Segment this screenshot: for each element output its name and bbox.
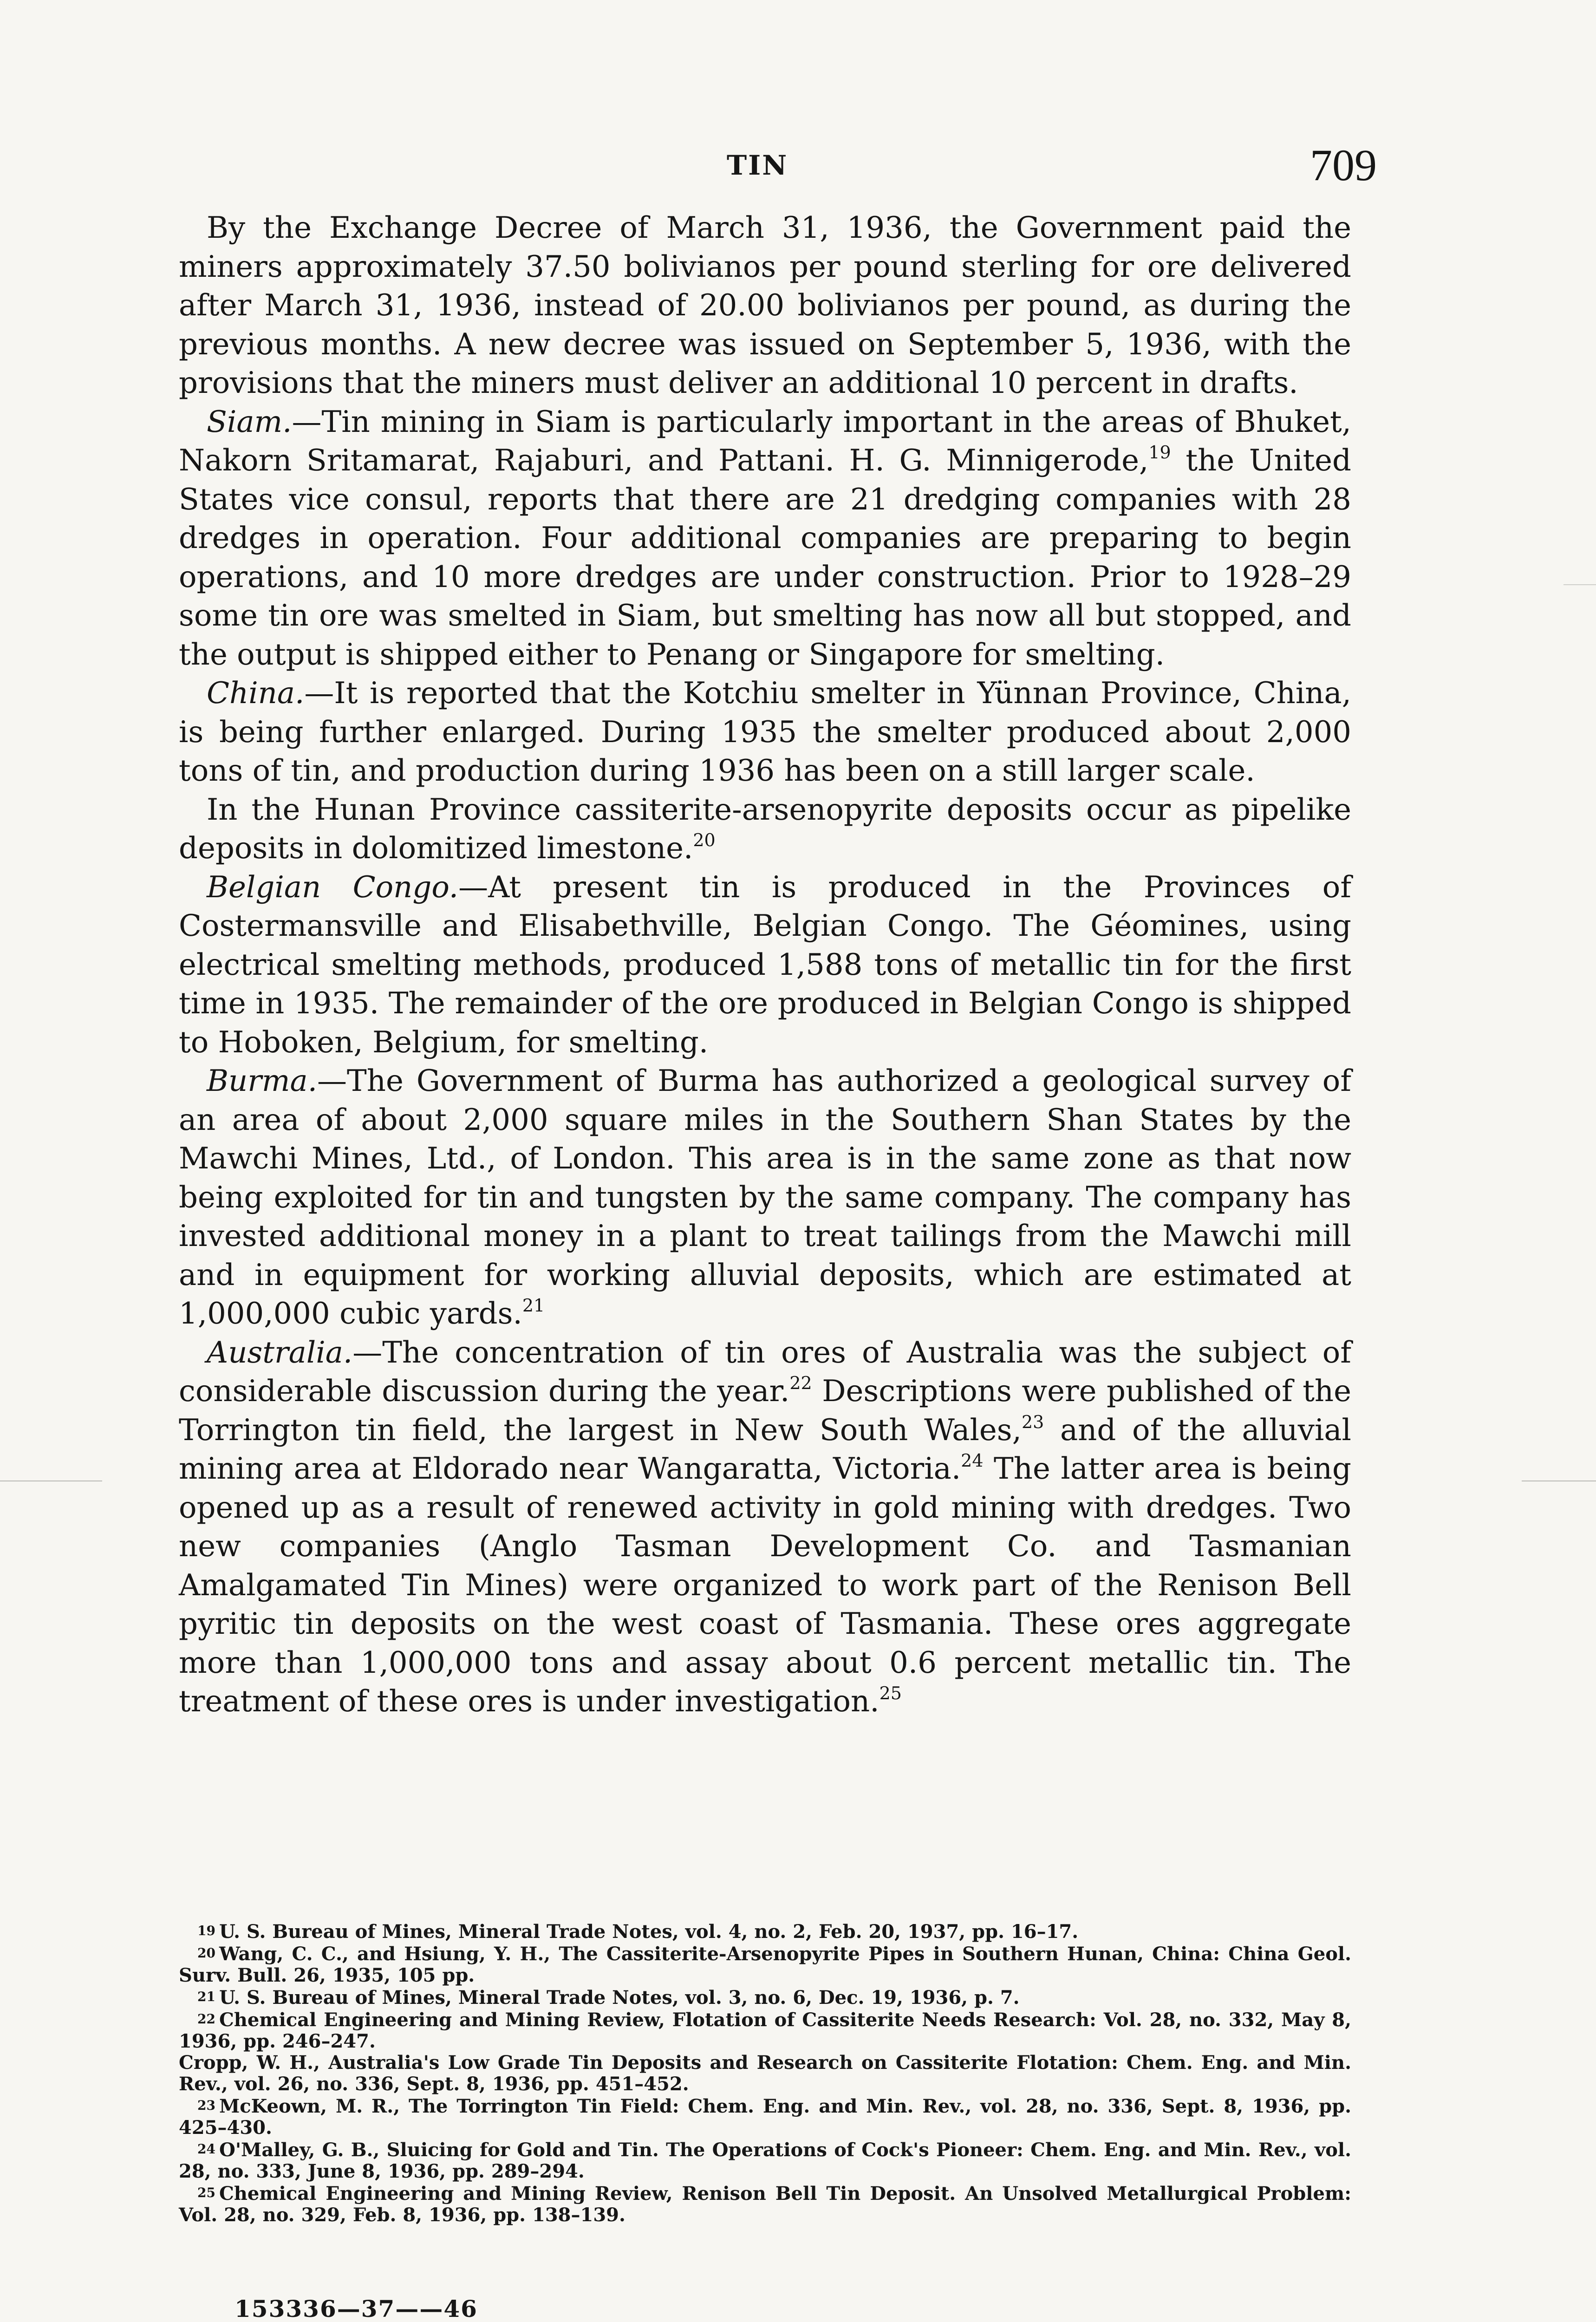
section-lead-china: China. (207, 676, 305, 711)
paragraph-china: China.—It is reported that the Kotchiu smelter in Yünnan Province, China, is being further enlarged. During 1935 the smelter produced about 2,000 tons of tin, and production during 1936 has been on a still larger scale. (179, 676, 1351, 788)
footnote-ref[interactable]: 25 (879, 1683, 902, 1703)
scan-edge-line (1563, 584, 1596, 585)
running-head (179, 139, 1377, 195)
footnote-ref[interactable]: 22 (789, 1373, 812, 1393)
footnote-marker: 20 (197, 1945, 215, 1961)
footnote-20: 20 Wang, C. C., and Hsiung, Y. H., The Cassiterite-Arsenopyrite Pipes in Southern Hunan, China: China Geol. Surv. Bull. 26, 1935, 105 pp. (179, 1943, 1351, 1986)
footnote-ref[interactable]: 23 (1021, 1411, 1044, 1432)
footnote-marker: 24 (197, 2141, 215, 2157)
footnote-24: 24 O'Malley, G. B., Sluicing for Gold and Tin. The Operations of Cock's Pioneer: Chem. Eng. and Min. Rev., vol. 28, no. 333, June 8, 1936, pp. 289–294. (179, 2139, 1351, 2182)
paragraph-exchange-decree: By the Exchange Decree of March 31, 1936, the Government paid the miners approximately 37.50 bolivianos per pound sterling for ore delivered after March 31, 1936, instead of 20.00 bolivianos per pound, as during the previous months. A new decree was issued on September 5, 1936, with the provisions that the miners must deliver an additional 10 percent in drafts. (179, 211, 1351, 400)
footnotes (179, 1920, 1351, 2226)
chapter-title: TIN (727, 150, 788, 181)
footnote-ref[interactable]: 24 (961, 1450, 984, 1471)
section-lead-australia: Australia. (207, 1335, 353, 1370)
section-lead-burma: Burma. (207, 1064, 318, 1098)
footnote-23: 23 McKeown, M. R., The Torrington Tin Field: Chem. Eng. and Min. Rev., vol. 28, no. 336, Sept. 8, 1936, pp. 425–430. (179, 2095, 1351, 2139)
printer-code: 153336—37——46 (235, 2295, 478, 2322)
footnote-21: 21 U. S. Bureau of Mines, Mineral Trade Notes, vol. 3, no. 6, Dec. 19, 1936, p. 7. (197, 1987, 1020, 2009)
footnote-22-continued: Cropp, W. H., Australia's Low Grade Tin Deposits and Research on Cassiterite Flotation: Chem. Eng. and Min. Rev., vol. 26, no. 336, Sept. 8, 1936, pp. 451–452. (179, 2052, 1351, 2095)
section-lead-siam: Siam. (207, 404, 292, 439)
footnote-ref[interactable]: 21 (522, 1295, 545, 1316)
paragraph-belgian-congo: Belgian Congo.—At present tin is produced in the Provinces of Costermansville and Elisabethville, Belgian Congo. The Géomines, using electrical smelting methods, produced 1,588 tons of metallic tin for the first time in 1935. The remainder of the ore produced in Belgian Congo is shipped to Hoboken, Belgium, for smelting. (179, 870, 1352, 1060)
footnote-ref[interactable]: 19 (1148, 442, 1171, 463)
footnote-ref[interactable]: 20 (693, 830, 716, 850)
page-number: 709 (1310, 140, 1377, 190)
footnote-marker: 19 (197, 1923, 215, 1938)
footnote-marker: 22 (197, 2011, 215, 2027)
footnote-marker: 23 (197, 2098, 215, 2113)
section-lead-belgian-congo: Belgian Congo. (207, 870, 459, 905)
footnote-22: 22 Chemical Engineering and Mining Review, Flotation of Cassiterite Needs Research: Vol. 28, no. 332, May 8, 1936, pp. 246–247. (179, 2009, 1351, 2052)
body-text (179, 209, 1351, 1722)
paragraph-australia: Australia.—The concentration of tin ores of Australia was the subject of considerable discussion during the year.$^{22}$ Descriptions were published of the Torrington tin field, the largest in New South Wales,$^{23}$ and of the alluvial mining area at Eldorado near Wangaratta, Victoria.$^{24}$ The latter area is being opened up as a result of renewed activity in gold mining with dredges. Two new companies (Anglo Tasman Development Co. and Tasmanian Amalgamated Tin Mines) were organized to work part of the Renison Bell pyritic tin deposits on the west coast of Tasmania. These ores aggregate more than 1,000,000 tons and assay about 0.6 percent metallic tin. The treatment of these ores is under investigation.$^{25}$ (179, 1335, 1352, 1719)
paragraph-siam: Siam.—Tin mining in Siam is particularly important in the areas of Bhuket, Nakorn Sritamarat, Rajaburi, and Pattani. H. G. Minnigerode,$^{19}$ the United States vice consul, reports that there are 21 dredging companies with 28 dredges in operation. Four additional companies are preparing to begin operations, and 10 more dredges are under construction. Prior to 1928–29 some tin ore was smelted in Siam, but smelting has now all but stopped, and the output is shipped either to Penang or Singapore for smelting. (179, 404, 1352, 672)
footnote-25: 25 Chemical Engineering and Mining Review, Renison Bell Tin Deposit. An Unsolved Metallurgical Problem: Vol. 28, no. 329, Feb. 8, 1936, pp. 138–139. (179, 2183, 1351, 2226)
paragraph-burma: Burma.—The Government of Burma has authorized a geological survey of an area of about 2,000 square miles in the Southern Shan States by the Mawchi Mines, Ltd., of London. This area is in the same zone as that now being exploited for tin and tungsten by the same company. The company has invested additional money in a plant to treat tailings from the Mawchi mill and in equipment for working alluvial deposits, which are estimated at 1,000,000 cubic yards.$^{21}$ (179, 1064, 1351, 1331)
paragraph-hunan: In the Hunan Province cassiterite-arsenopyrite deposits occur as pipelike deposits in dolomitized limestone.$^{20}$ (179, 792, 1351, 866)
footnote-marker: 21 (197, 1989, 215, 2004)
footnote-marker: 25 (197, 2185, 215, 2200)
footnote-19: 19 U. S. Bureau of Mines, Mineral Trade Notes, vol. 4, no. 2, Feb. 20, 1937, pp. 16–17. (197, 1921, 1079, 1943)
